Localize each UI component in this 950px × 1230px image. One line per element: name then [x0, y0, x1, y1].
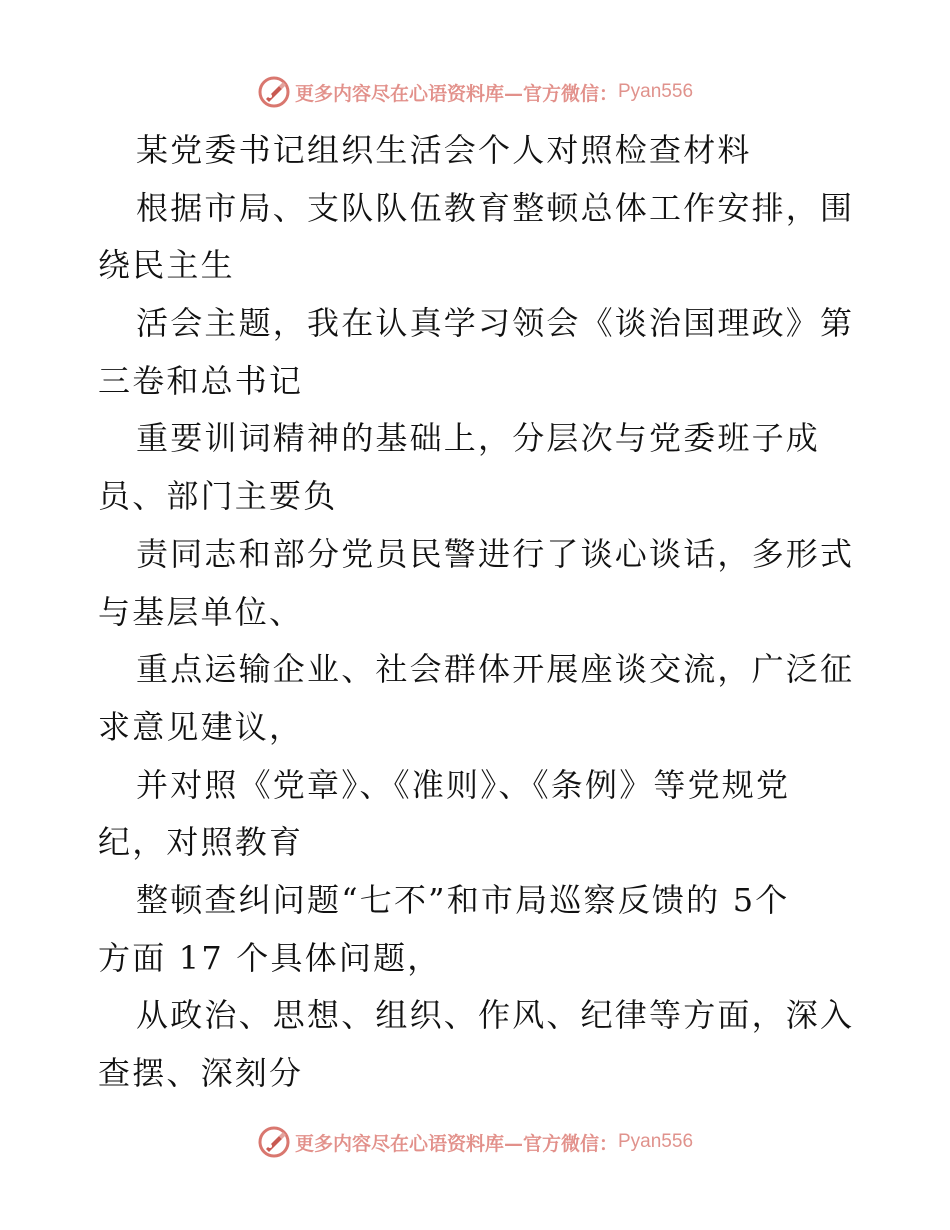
text-line: 责同志和部分党员民警进行了谈心谈话，多形式 [136, 534, 855, 573]
text-line: 三卷和总书记 [98, 361, 304, 400]
text-line: 活会主题，我在认真学习领会《谈治国理政》第 [136, 304, 855, 343]
text-line: 并对照《党章》、《准则》、《条例》等党规党 [136, 765, 791, 804]
text-line: 重点运输企业、社会群体开展座谈交流，广泛征 [136, 650, 855, 689]
pen-logo-icon [257, 75, 291, 109]
watermark-contact: Pyan556 [618, 81, 694, 102]
document-body [98, 122, 858, 1103]
text-line: 查摆、深刻分 [98, 1054, 304, 1092]
header-watermark [0, 72, 950, 112]
text-line: 求意见建议， [98, 707, 304, 746]
watermark-contact: Pyan556 [618, 1131, 694, 1152]
text-line: 从政治、思想、组织、作风、纪律等方面，深入 [136, 996, 855, 1035]
text-line: 员、部门主要负 [98, 477, 338, 516]
pen-logo-icon [257, 1125, 291, 1159]
text-line: 绕民主生 [98, 246, 235, 285]
text-line: 根据市局、支队队伍教育整顿总体工作安排，围 [136, 188, 855, 227]
footer-watermark [0, 1122, 950, 1162]
watermark-text: 更多内容尽在心语资料库—官方微信： [294, 82, 618, 105]
text-line: 整顿查纠问题“七不”和市局巡察反馈的 5个 [136, 880, 790, 919]
text-line: 重要训词精神的基础上，分层次与党委班子成 [136, 419, 821, 458]
text-line: 纪，对照教育 [98, 823, 304, 862]
text-line: 与基层单位、 [98, 592, 304, 631]
text-line: 方面 17 个具体问题， [98, 938, 442, 977]
watermark-text: 更多内容尽在心语资料库—官方微信： [294, 1132, 618, 1155]
document-title: 某党委书记组织生活会个人对照检查材料 [136, 131, 752, 169]
